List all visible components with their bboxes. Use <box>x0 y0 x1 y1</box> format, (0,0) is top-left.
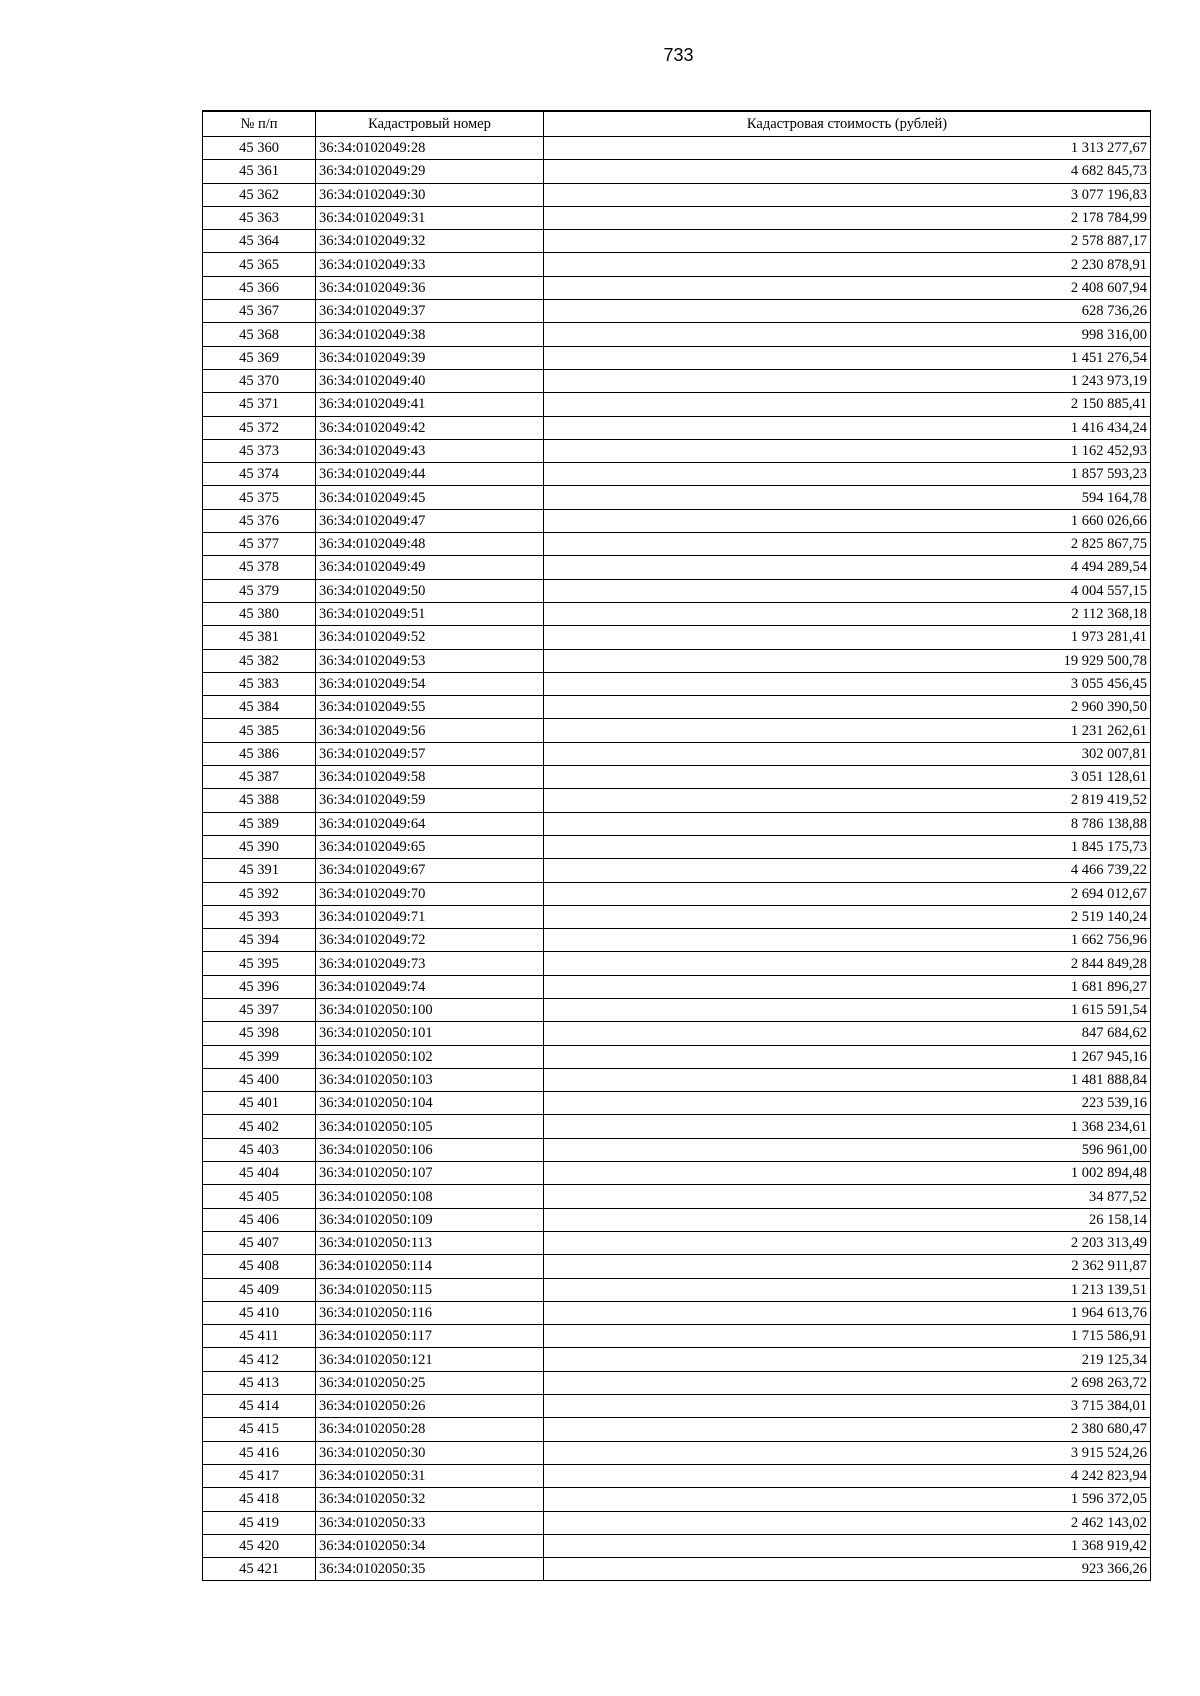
cadastral-number-cell: 36:34:0102050:30 <box>316 1441 544 1464</box>
cadastral-value-cell: 2 230 878,91 <box>544 253 1151 276</box>
table-row <box>203 766 1151 789</box>
row-number-cell: 45 381 <box>203 626 316 649</box>
row-number-cell: 45 409 <box>203 1278 316 1301</box>
cadastral-value-cell: 3 915 524,26 <box>544 1441 1151 1464</box>
cadastral-value-cell: 2 698 263,72 <box>544 1371 1151 1394</box>
row-number-cell: 45 395 <box>203 952 316 975</box>
row-number-cell: 45 416 <box>203 1441 316 1464</box>
cadastral-number-cell: 36:34:0102050:116 <box>316 1301 544 1324</box>
cadastral-number-cell: 36:34:0102049:29 <box>316 160 544 183</box>
table-row <box>203 1488 1151 1511</box>
cadastral-value-cell: 1 660 026,66 <box>544 509 1151 532</box>
cadastral-number-cell: 36:34:0102050:107 <box>316 1162 544 1185</box>
table-row <box>203 1371 1151 1394</box>
cadastral-value-cell: 4 682 845,73 <box>544 160 1151 183</box>
row-number-cell: 45 374 <box>203 463 316 486</box>
cadastral-value-cell: 1 313 277,67 <box>544 137 1151 160</box>
row-number-cell: 45 390 <box>203 835 316 858</box>
cadastral-value-cell: 2 844 849,28 <box>544 952 1151 975</box>
table-row <box>203 1278 1151 1301</box>
table-row <box>203 393 1151 416</box>
table-body <box>203 137 1151 1581</box>
cadastral-number-cell: 36:34:0102049:65 <box>316 835 544 858</box>
cadastral-value-cell: 302 007,81 <box>544 742 1151 765</box>
table-row <box>203 882 1151 905</box>
cadastral-value-cell: 847 684,62 <box>544 1022 1151 1045</box>
row-number-cell: 45 402 <box>203 1115 316 1138</box>
cadastral-number-cell: 36:34:0102049:52 <box>316 626 544 649</box>
table-row <box>203 486 1151 509</box>
header-cadastral-number: Кадастровый номер <box>316 111 544 137</box>
table-row <box>203 626 1151 649</box>
cadastral-number-cell: 36:34:0102049:45 <box>316 486 544 509</box>
row-number-cell: 45 393 <box>203 905 316 928</box>
cadastral-number-cell: 36:34:0102049:72 <box>316 929 544 952</box>
row-number-cell: 45 418 <box>203 1488 316 1511</box>
row-number-cell: 45 366 <box>203 276 316 299</box>
table-row <box>203 1162 1151 1185</box>
row-number-cell: 45 372 <box>203 416 316 439</box>
cadastral-value-cell: 19 929 500,78 <box>544 649 1151 672</box>
cadastral-number-cell: 36:34:0102049:57 <box>316 742 544 765</box>
table-row <box>203 1464 1151 1487</box>
header-row-number: № п/п <box>203 111 316 137</box>
table-row <box>203 789 1151 812</box>
table-row <box>203 509 1151 532</box>
table-row <box>203 1138 1151 1161</box>
table-row <box>203 1418 1151 1441</box>
row-number-cell: 45 400 <box>203 1068 316 1091</box>
table-row <box>203 905 1151 928</box>
cadastral-value-table <box>202 110 1151 1581</box>
cadastral-value-cell: 1 368 234,61 <box>544 1115 1151 1138</box>
cadastral-number-cell: 36:34:0102049:49 <box>316 556 544 579</box>
table-row <box>203 742 1151 765</box>
table-row <box>203 975 1151 998</box>
cadastral-value-cell: 1 715 586,91 <box>544 1325 1151 1348</box>
cadastral-value-cell: 1 267 945,16 <box>544 1045 1151 1068</box>
table-row <box>203 206 1151 229</box>
cadastral-value-cell: 2 112 368,18 <box>544 602 1151 625</box>
table-row <box>203 1301 1151 1324</box>
cadastral-number-cell: 36:34:0102050:109 <box>316 1208 544 1231</box>
row-number-cell: 45 421 <box>203 1558 316 1581</box>
cadastral-number-cell: 36:34:0102049:48 <box>316 533 544 556</box>
cadastral-value-cell: 4 242 823,94 <box>544 1464 1151 1487</box>
cadastral-number-cell: 36:34:0102049:59 <box>316 789 544 812</box>
table-row <box>203 998 1151 1021</box>
table-row <box>203 579 1151 602</box>
cadastral-value-cell: 1 231 262,61 <box>544 719 1151 742</box>
cadastral-number-cell: 36:34:0102049:50 <box>316 579 544 602</box>
cadastral-number-cell: 36:34:0102050:103 <box>316 1068 544 1091</box>
cadastral-value-cell: 1 845 175,73 <box>544 835 1151 858</box>
table-row <box>203 649 1151 672</box>
row-number-cell: 45 379 <box>203 579 316 602</box>
row-number-cell: 45 363 <box>203 206 316 229</box>
cadastral-value-cell: 1 416 434,24 <box>544 416 1151 439</box>
row-number-cell: 45 367 <box>203 300 316 323</box>
row-number-cell: 45 404 <box>203 1162 316 1185</box>
cadastral-number-cell: 36:34:0102050:106 <box>316 1138 544 1161</box>
table-row <box>203 696 1151 719</box>
cadastral-number-cell: 36:34:0102049:32 <box>316 230 544 253</box>
cadastral-number-cell: 36:34:0102050:108 <box>316 1185 544 1208</box>
row-number-cell: 45 375 <box>203 486 316 509</box>
cadastral-number-cell: 36:34:0102050:113 <box>316 1231 544 1254</box>
cadastral-number-cell: 36:34:0102050:102 <box>316 1045 544 1068</box>
row-number-cell: 45 407 <box>203 1231 316 1254</box>
cadastral-number-cell: 36:34:0102050:115 <box>316 1278 544 1301</box>
row-number-cell: 45 386 <box>203 742 316 765</box>
row-number-cell: 45 392 <box>203 882 316 905</box>
table-row <box>203 300 1151 323</box>
cadastral-value-cell: 1 162 452,93 <box>544 439 1151 462</box>
cadastral-number-cell: 36:34:0102050:26 <box>316 1395 544 1418</box>
cadastral-value-cell: 1 213 139,51 <box>544 1278 1151 1301</box>
cadastral-value-cell: 2 694 012,67 <box>544 882 1151 905</box>
table-row <box>203 369 1151 392</box>
row-number-cell: 45 399 <box>203 1045 316 1068</box>
cadastral-number-cell: 36:34:0102049:64 <box>316 812 544 835</box>
cadastral-value-cell: 2 519 140,24 <box>544 905 1151 928</box>
row-number-cell: 45 376 <box>203 509 316 532</box>
cadastral-number-cell: 36:34:0102050:25 <box>316 1371 544 1394</box>
cadastral-number-cell: 36:34:0102049:42 <box>316 416 544 439</box>
table-row <box>203 1395 1151 1418</box>
cadastral-number-cell: 36:34:0102049:40 <box>316 369 544 392</box>
cadastral-value-cell: 1 662 756,96 <box>544 929 1151 952</box>
table-row <box>203 276 1151 299</box>
table-row <box>203 1022 1151 1045</box>
table-row <box>203 835 1151 858</box>
table-row <box>203 533 1151 556</box>
cadastral-value-cell: 1 973 281,41 <box>544 626 1151 649</box>
cadastral-number-cell: 36:34:0102050:34 <box>316 1534 544 1557</box>
table-row <box>203 1255 1151 1278</box>
cadastral-value-cell: 2 380 680,47 <box>544 1418 1151 1441</box>
cadastral-number-cell: 36:34:0102049:70 <box>316 882 544 905</box>
cadastral-value-cell: 2 819 419,52 <box>544 789 1151 812</box>
table-row <box>203 1534 1151 1557</box>
table-row <box>203 137 1151 160</box>
cadastral-value-cell: 628 736,26 <box>544 300 1151 323</box>
cadastral-number-cell: 36:34:0102049:28 <box>316 137 544 160</box>
cadastral-value-cell: 8 786 138,88 <box>544 812 1151 835</box>
cadastral-value-cell: 923 366,26 <box>544 1558 1151 1581</box>
table-row <box>203 602 1151 625</box>
row-number-cell: 45 391 <box>203 859 316 882</box>
cadastral-value-cell: 4 004 557,15 <box>544 579 1151 602</box>
cadastral-value-cell: 2 462 143,02 <box>544 1511 1151 1534</box>
row-number-cell: 45 373 <box>203 439 316 462</box>
cadastral-number-cell: 36:34:0102050:114 <box>316 1255 544 1278</box>
cadastral-number-cell: 36:34:0102049:54 <box>316 672 544 695</box>
row-number-cell: 45 362 <box>203 183 316 206</box>
table-row <box>203 952 1151 975</box>
table-row <box>203 859 1151 882</box>
cadastral-value-cell: 596 961,00 <box>544 1138 1151 1161</box>
header-cadastral-value: Кадастровая стоимость (рублей) <box>544 111 1151 137</box>
cadastral-number-cell: 36:34:0102049:36 <box>316 276 544 299</box>
cadastral-number-cell: 36:34:0102050:100 <box>316 998 544 1021</box>
cadastral-value-cell: 2 362 911,87 <box>544 1255 1151 1278</box>
cadastral-value-cell: 26 158,14 <box>544 1208 1151 1231</box>
cadastral-value-cell: 1 368 919,42 <box>544 1534 1151 1557</box>
row-number-cell: 45 405 <box>203 1185 316 1208</box>
cadastral-value-cell: 2 825 867,75 <box>544 533 1151 556</box>
cadastral-value-cell: 1 451 276,54 <box>544 346 1151 369</box>
cadastral-value-cell: 2 408 607,94 <box>544 276 1151 299</box>
cadastral-value-cell: 1 964 613,76 <box>544 1301 1151 1324</box>
cadastral-number-cell: 36:34:0102050:117 <box>316 1325 544 1348</box>
row-number-cell: 45 377 <box>203 533 316 556</box>
cadastral-number-cell: 36:34:0102049:58 <box>316 766 544 789</box>
cadastral-value-cell: 1 596 372,05 <box>544 1488 1151 1511</box>
row-number-cell: 45 396 <box>203 975 316 998</box>
cadastral-number-cell: 36:34:0102049:56 <box>316 719 544 742</box>
table-row <box>203 1208 1151 1231</box>
row-number-cell: 45 397 <box>203 998 316 1021</box>
cadastral-number-cell: 36:34:0102049:55 <box>316 696 544 719</box>
row-number-cell: 45 413 <box>203 1371 316 1394</box>
row-number-cell: 45 398 <box>203 1022 316 1045</box>
table-row <box>203 929 1151 952</box>
cadastral-number-cell: 36:34:0102049:43 <box>316 439 544 462</box>
cadastral-number-cell: 36:34:0102049:31 <box>316 206 544 229</box>
cadastral-value-cell: 1 615 591,54 <box>544 998 1151 1021</box>
row-number-cell: 45 361 <box>203 160 316 183</box>
cadastral-number-cell: 36:34:0102049:41 <box>316 393 544 416</box>
cadastral-number-cell: 36:34:0102049:53 <box>316 649 544 672</box>
table-header <box>203 111 1151 137</box>
cadastral-value-cell: 998 316,00 <box>544 323 1151 346</box>
table-row <box>203 719 1151 742</box>
row-number-cell: 45 365 <box>203 253 316 276</box>
table-row <box>203 346 1151 369</box>
row-number-cell: 45 369 <box>203 346 316 369</box>
table-row <box>203 463 1151 486</box>
table-row <box>203 556 1151 579</box>
row-number-cell: 45 360 <box>203 137 316 160</box>
row-number-cell: 45 417 <box>203 1464 316 1487</box>
cadastral-number-cell: 36:34:0102049:33 <box>316 253 544 276</box>
cadastral-value-cell: 2 178 784,99 <box>544 206 1151 229</box>
cadastral-number-cell: 36:34:0102050:104 <box>316 1092 544 1115</box>
table-row <box>203 1115 1151 1138</box>
table-row <box>203 1511 1151 1534</box>
cadastral-value-cell: 34 877,52 <box>544 1185 1151 1208</box>
cadastral-value-cell: 1 681 896,27 <box>544 975 1151 998</box>
table-row <box>203 1348 1151 1371</box>
row-number-cell: 45 411 <box>203 1325 316 1348</box>
row-number-cell: 45 371 <box>203 393 316 416</box>
row-number-cell: 45 388 <box>203 789 316 812</box>
row-number-cell: 45 387 <box>203 766 316 789</box>
cadastral-number-cell: 36:34:0102050:101 <box>316 1022 544 1045</box>
table-row <box>203 1045 1151 1068</box>
row-number-cell: 45 370 <box>203 369 316 392</box>
row-number-cell: 45 380 <box>203 602 316 625</box>
cadastral-number-cell: 36:34:0102049:73 <box>316 952 544 975</box>
cadastral-number-cell: 36:34:0102049:74 <box>316 975 544 998</box>
row-number-cell: 45 394 <box>203 929 316 952</box>
cadastral-number-cell: 36:34:0102049:38 <box>316 323 544 346</box>
page-number: 733 <box>663 45 694 65</box>
table-row <box>203 253 1151 276</box>
cadastral-number-cell: 36:34:0102050:35 <box>316 1558 544 1581</box>
row-number-cell: 45 415 <box>203 1418 316 1441</box>
row-number-cell: 45 412 <box>203 1348 316 1371</box>
cadastral-number-cell: 36:34:0102050:31 <box>316 1464 544 1487</box>
cadastral-value-cell: 4 494 289,54 <box>544 556 1151 579</box>
table-row <box>203 323 1151 346</box>
cadastral-number-cell: 36:34:0102050:28 <box>316 1418 544 1441</box>
table-row <box>203 1231 1151 1254</box>
cadastral-number-cell: 36:34:0102050:33 <box>316 1511 544 1534</box>
row-number-cell: 45 414 <box>203 1395 316 1418</box>
table-row <box>203 439 1151 462</box>
row-number-cell: 45 406 <box>203 1208 316 1231</box>
table-row <box>203 1325 1151 1348</box>
cadastral-value-cell: 2 960 390,50 <box>544 696 1151 719</box>
cadastral-value-cell: 1 243 973,19 <box>544 369 1151 392</box>
cadastral-value-cell: 3 077 196,83 <box>544 183 1151 206</box>
cadastral-number-cell: 36:34:0102049:71 <box>316 905 544 928</box>
cadastral-number-cell: 36:34:0102049:47 <box>316 509 544 532</box>
row-number-cell: 45 408 <box>203 1255 316 1278</box>
row-number-cell: 45 389 <box>203 812 316 835</box>
cadastral-number-cell: 36:34:0102049:39 <box>316 346 544 369</box>
cadastral-value-cell: 1 002 894,48 <box>544 1162 1151 1185</box>
cadastral-number-cell: 36:34:0102049:30 <box>316 183 544 206</box>
cadastral-number-cell: 36:34:0102049:51 <box>316 602 544 625</box>
table-row <box>203 1441 1151 1464</box>
cadastral-number-cell: 36:34:0102049:67 <box>316 859 544 882</box>
cadastral-number-cell: 36:34:0102050:32 <box>316 1488 544 1511</box>
table-row <box>203 1185 1151 1208</box>
row-number-cell: 45 364 <box>203 230 316 253</box>
table-row <box>203 183 1151 206</box>
row-number-cell: 45 383 <box>203 672 316 695</box>
table-row <box>203 416 1151 439</box>
cadastral-value-cell: 219 125,34 <box>544 1348 1151 1371</box>
cadastral-number-cell: 36:34:0102050:105 <box>316 1115 544 1138</box>
table-row <box>203 1092 1151 1115</box>
cadastral-number-cell: 36:34:0102049:37 <box>316 300 544 323</box>
cadastral-value-cell: 1 857 593,23 <box>544 463 1151 486</box>
row-number-cell: 45 403 <box>203 1138 316 1161</box>
row-number-cell: 45 385 <box>203 719 316 742</box>
table-header-row <box>203 111 1151 137</box>
cadastral-value-cell: 223 539,16 <box>544 1092 1151 1115</box>
cadastral-value-cell: 594 164,78 <box>544 486 1151 509</box>
table-row <box>203 812 1151 835</box>
row-number-cell: 45 419 <box>203 1511 316 1534</box>
table-row <box>203 160 1151 183</box>
row-number-cell: 45 368 <box>203 323 316 346</box>
row-number-cell: 45 410 <box>203 1301 316 1324</box>
cadastral-value-cell: 1 481 888,84 <box>544 1068 1151 1091</box>
table-row <box>203 1068 1151 1091</box>
row-number-cell: 45 420 <box>203 1534 316 1557</box>
row-number-cell: 45 384 <box>203 696 316 719</box>
cadastral-value-cell: 2 150 885,41 <box>544 393 1151 416</box>
table-row <box>203 672 1151 695</box>
table-row <box>203 1558 1151 1581</box>
cadastral-number-cell: 36:34:0102050:121 <box>316 1348 544 1371</box>
cadastral-value-cell: 4 466 739,22 <box>544 859 1151 882</box>
cadastral-value-cell: 3 055 456,45 <box>544 672 1151 695</box>
cadastral-value-cell: 2 203 313,49 <box>544 1231 1151 1254</box>
cadastral-number-cell: 36:34:0102049:44 <box>316 463 544 486</box>
row-number-cell: 45 401 <box>203 1092 316 1115</box>
cadastral-value-cell: 3 715 384,01 <box>544 1395 1151 1418</box>
cadastral-value-cell: 3 051 128,61 <box>544 766 1151 789</box>
row-number-cell: 45 382 <box>203 649 316 672</box>
row-number-cell: 45 378 <box>203 556 316 579</box>
table-row <box>203 230 1151 253</box>
cadastral-value-cell: 2 578 887,17 <box>544 230 1151 253</box>
